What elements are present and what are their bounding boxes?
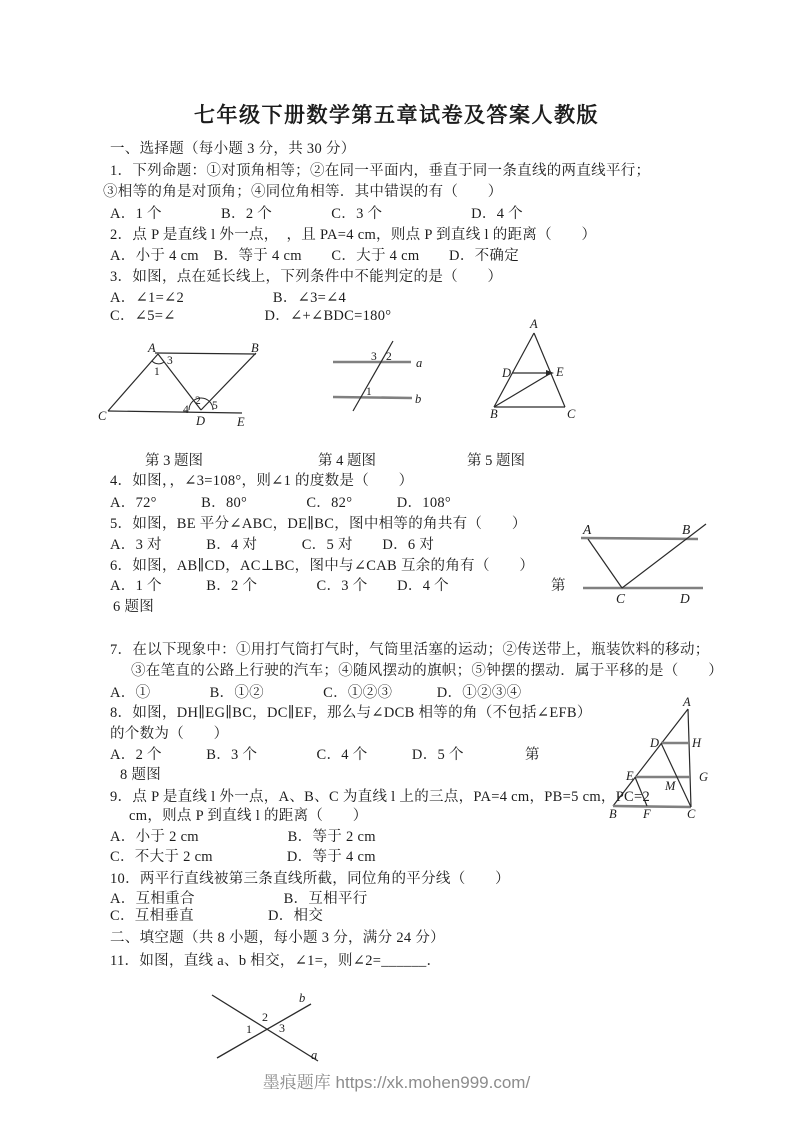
q6-line-1: 6．如图，AB∥CD，AC⊥BC，图中与∠CAB 互余的角有（ ） [110, 558, 535, 574]
q6-figure-label-a: A [583, 522, 592, 537]
q3-figure-label-a: A [148, 341, 156, 355]
site-watermark: 墨痕题库 https://xk.mohen999.com/ [262, 1073, 531, 1092]
q4-line-1: 4．如图，，∠3=108°，则∠1 的度数是（ ） [110, 473, 414, 489]
q4-figure-label-line-b: b [415, 392, 422, 406]
q8-figure-label-g: G [699, 770, 709, 784]
q6-figure [575, 515, 725, 610]
q3-options-cd: C．∠5=∠ D．∠+∠BDC=180° [110, 308, 392, 324]
q6-options-text: A．1 个 B．2 个 C．3 个 D．4 个 [110, 578, 449, 594]
q11-line-1: 11．如图，直线 a、b 相交，∠1=，则∠2=______． [110, 953, 442, 969]
q9-line-2: cm，则点 P 到直线 l 的距离（ ） [129, 808, 368, 824]
q8-figure-label-b: B [609, 807, 617, 821]
q3-figure-angle-1: 1 [154, 366, 160, 378]
q9-options-cd: C．不大于 2 cm D．等于 4 cm [110, 849, 376, 865]
q3-figure-label-d: D [196, 414, 206, 428]
q8-options-text: A．2 个 B．3 个 C．4 个 D．5 个 [110, 747, 464, 763]
q8-options [110, 746, 540, 765]
q4-options: A．72° B．80° C．82° D．108° [110, 495, 452, 511]
q3-options-ab: A．∠1=∠2 B．∠3=∠4 [110, 290, 347, 306]
q5-figure [488, 316, 594, 428]
q3-figure-angle-4: 4 [183, 404, 189, 416]
q8-line-1: 8．如图，DH∥EG∥BC，DC∥EF，那么与∠DCB 相等的角（不包括∠EFB） [110, 705, 592, 721]
q7-line-1: 7．在以下现象中：①用打气筒打气时，气筒里活塞的运动；②传送带上，瓶装饮料的移动； [110, 642, 710, 658]
q3-figure-label-e: E [237, 415, 245, 429]
exam-title: 七年级下册数学第五章试卷及答案人教版 [194, 103, 599, 127]
q6-figure-label-d: D [680, 591, 690, 606]
q7-options: A．① B．①② C．①②③ D．①②③④ [110, 685, 522, 701]
q4-figure-angle-2: 2 [386, 351, 392, 363]
q8-line-2: 的个数为（ ） [110, 726, 229, 742]
q2-options: A．小于 4 cm B．等于 4 cm C．大于 4 cm D．不确定 [110, 248, 520, 264]
q5-figure-label-b: B [490, 407, 498, 421]
q9-options-ab: A．小于 2 cm B．等于 2 cm [110, 829, 376, 845]
q3-figure [96, 340, 264, 430]
q11-figure-label-line-a: a [311, 1048, 318, 1062]
q11-figure-angle-1: 1 [246, 1022, 252, 1036]
q4-figure-label-line-a: a [416, 356, 423, 370]
q11-figure-angle-3: 3 [279, 1021, 285, 1035]
q5-figure-label-c: C [567, 407, 576, 421]
q3-figure-angle-3: 3 [167, 355, 173, 367]
q3-figure-label-b: B [251, 341, 259, 355]
q3-line-1: 3．如图，点在延长线上，下列条件中不能判定的是（ ） [110, 269, 503, 285]
q5-figure-caption: 第 5 题图 [467, 453, 525, 469]
q11-figure [205, 985, 330, 1070]
q3-figure-label-c: C [98, 409, 107, 423]
q11-figure-label-line-b: b [299, 991, 306, 1005]
section-2-heading: 二、填空题（共 8 小题，每小题 3 分，满分 24 分） [110, 930, 445, 946]
q8-figure-label-a: A [683, 695, 691, 709]
q5-line-1: 5．如图，BE 平分∠ABC，DE∥BC，图中相等的角共有（ ） [110, 516, 527, 532]
q1-line-1: 1．下列命题：①对顶角相等；②在同一平面内，垂直于同一条直线的两直线平行； [110, 163, 651, 179]
q6-figure-label-b: B [682, 522, 691, 537]
q8-figure-label-h: H [692, 736, 702, 750]
q3-figure-angle-2: 2 [195, 395, 201, 407]
q5-options: A．3 对 B．4 对 C．5 对 D．6 对 [110, 537, 435, 553]
q8-figure-caption-start: 第 [525, 747, 540, 763]
q8-figure-label-d: D [650, 736, 660, 750]
q5-figure-label-e: E [556, 365, 564, 379]
q7-line-2: ③在笔直的公路上行驶的汽车；④随风摆动的旗帜；⑤钟摆的摆动．属于平移的是（ ） [131, 663, 723, 679]
q11-figure-angle-2: 2 [262, 1010, 268, 1024]
q3-figure-caption: 第 3 题图 [145, 453, 203, 469]
q1-options: A．1 个 B．2 个 C．3 个 D．4 个 [110, 206, 523, 222]
q1-line-2: ③相等的角是对顶角；④同位角相等．其中错误的有（ ） [103, 184, 503, 200]
q10-line-1: 10．两平行直线被第三条直线所截，同位角的平分线（ ） [110, 871, 510, 887]
q6-figure-caption-end: 6 题图 [113, 599, 155, 615]
q4-figure [330, 338, 430, 426]
q4-figure-angle-3: 3 [371, 351, 377, 363]
q10-options-cd: C．互相垂直 D．相交 [110, 908, 324, 924]
q5-figure-label-a: A [530, 317, 538, 331]
q10-options-ab: A．互相重合 B．互相平行 [110, 891, 368, 907]
q8-figure-label-m: M [665, 779, 676, 793]
q9-line-1: 9．点 P 是直线 l 外一点，A、B、C 为直线 l 上的三点，PA=4 cm，PB=5 cm，PC=2 [110, 789, 651, 805]
q3-figure-lines [108, 353, 256, 413]
q4-figure-caption: 第 4 题图 [318, 453, 376, 469]
section-1-heading: 一、选择题（每小题 3 分，共 30 分） [110, 141, 356, 157]
q4-figure-angle-1: 1 [366, 386, 372, 398]
q6-figure-label-c: C [616, 591, 626, 606]
q6-options [110, 577, 566, 596]
q8-figure-caption-end: 8 题图 [120, 767, 162, 783]
q8-figure-label-e: E [626, 769, 634, 783]
q8-figure-label-f: F [643, 807, 651, 821]
q2-line-1: 2．点 P 是直线 l 外一点， ，且 PA=4 cm，则点 P 到直线 l 的距离（ ） [110, 227, 597, 243]
q3-figure-angle-5: 5 [212, 400, 218, 412]
q5-figure-label-d: D [502, 366, 512, 380]
q6-figure-caption-start: 第 [551, 578, 566, 594]
q8-figure-label-c: C [687, 807, 696, 821]
